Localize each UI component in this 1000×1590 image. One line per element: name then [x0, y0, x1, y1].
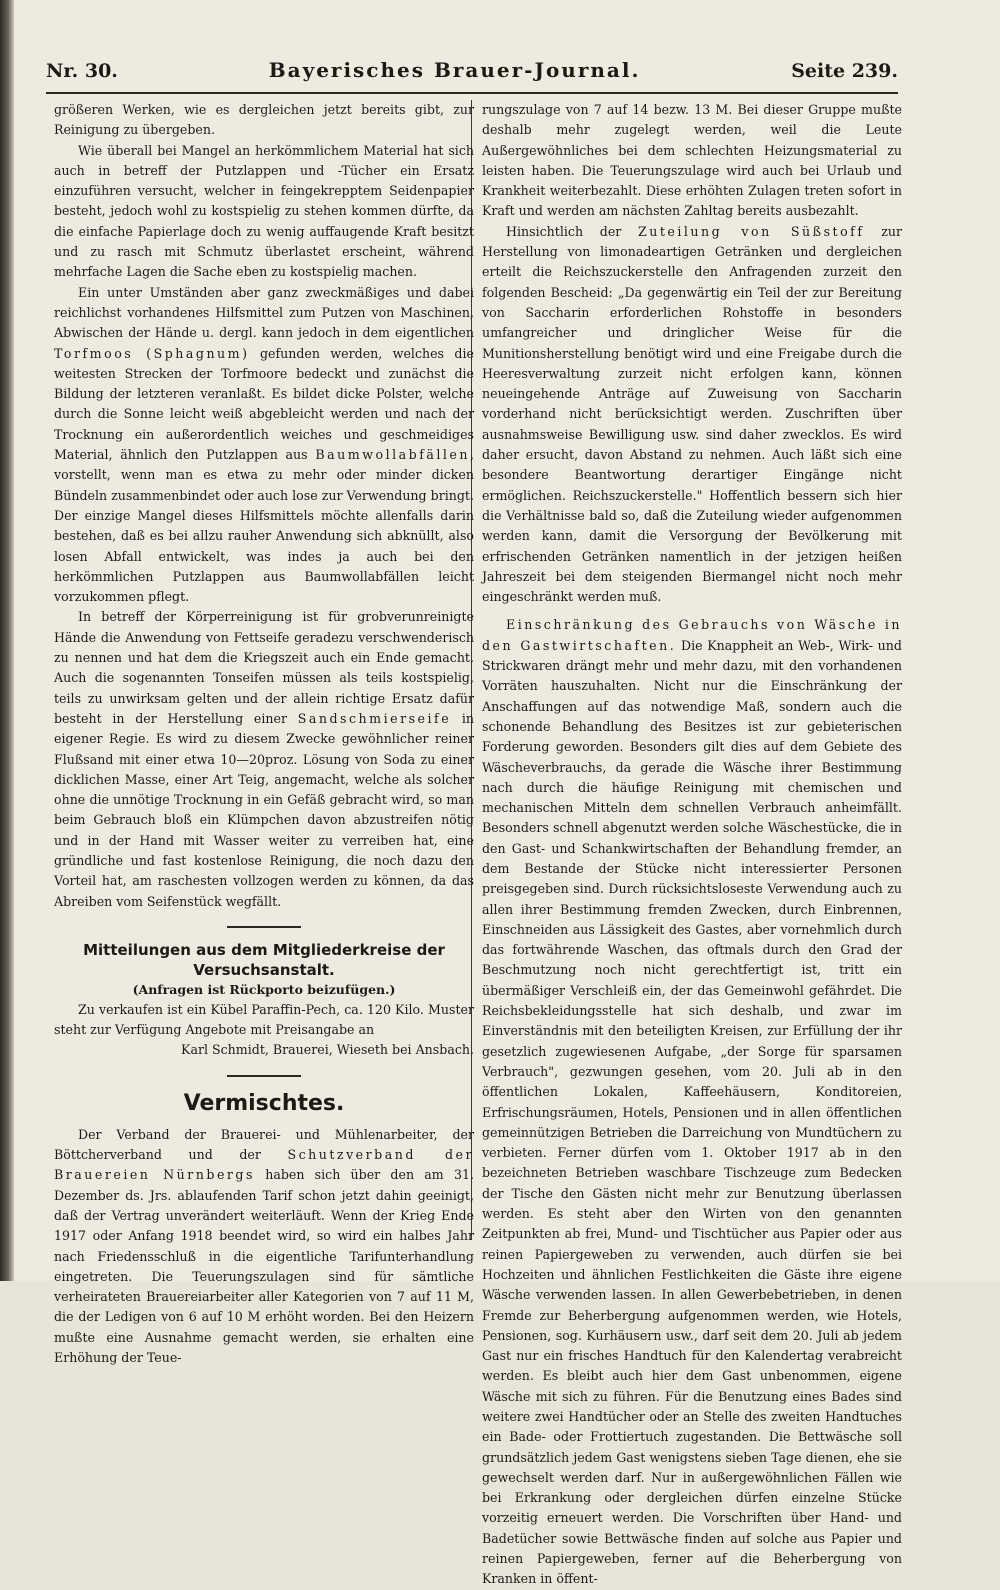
left-column: [54, 100, 475, 1366]
book-binding-edge: [0, 0, 14, 1281]
paragraph: größeren Werken, wie es dergleichen jetzt bereits gibt, zur Reinigung zu übergeben.: [54, 102, 474, 138]
text-run: , vorstellt, wenn man es etwa zu mehr oder minder dicken Bündeln zusammenbindet oder auch lose zur Verwendung bringt. Der einzige Mangel dieses Hilfsmittels möchte allenfalls darin bestehen, daß es bei allzu rauher Anwendung sich abknüllt, also losen Abfall entwickelt, was indes ja auch bei den herkömmlichen Putzlappen aus Baumwollabfällen leicht vorzukommen pflegt.: [54, 447, 474, 605]
spaced-term: Zuteilung von Süßstoff: [638, 223, 865, 239]
paragraph: [54, 283, 474, 608]
vermischtes-heading: Vermischtes.: [183, 1090, 345, 1116]
text-run: zur Herstellung von limonadeartigen Getränken und dergleichen erteilt die Reichszuckerstelle den Anfragenden zurzeit den folgenden Bescheid: „Da gegenwärtig ein Teil der zur Bereitung von Saccharin erforderlichen Rohstoffe in besonders umfangreicher und dringlicher Weise für die Munitionsherstellung benötigt wird und eine Freigabe durch die Heeresverwaltung zurzeit nicht erfolgen kann, können neueingehende Anträge auf Zuweisung von Saccharin vorderhand nicht berücksichtigt werden. Zuschriften über ausnahmsweise Bewilligung usw. sind daher zwecklos. Es wird daher ersucht, davon Abstand zu nehmen. Auch läßt sich eine besondere Beantwortung derartiger Eingänge nicht ermöglichen. Reichszuckerstelle." Hoffentlich bessern sich hier die Verhältnisse bald so, daß die Zuteilung wieder aufgenommen werden kann, damit die Versorgung der Bevölkerung mit erfrischenden Getränken namentlich in der jetzigen heißen Jahreszeit bei dem steigenden Biermangel nicht noch mehr eingeschränkt werden muß.: [482, 223, 902, 605]
text-run: gefunden werden, welches die weitesten Strecken der Torfmoore bedeckt und zunächst die Bildung der letzteren veranlaßt. Es bildet dicke Polster, welche durch die Sonne leicht weiß abgebleicht werden und nach der Trocknung ein außerordentlich weiches und geschmeidiges Material, ähnlich den Putzlappen aus: [54, 345, 474, 463]
paragraph: [54, 1125, 474, 1369]
spaced-term: Torfmoos (Sphagnum): [54, 345, 250, 361]
paragraph: Wie überall bei Mangel an herkömmlichem Material hat sich auch in betreff der Putzlappen und -Tücher ein Ersatz einzuführen versucht, welcher in feingekrepptem Seidenpapier besteht, jedoch wohl zu kostspielig zu stehen kommen dürfte, da die einfache Papierlage doch zu wenig auffaugende Kraft besitzt und zu rasch mit Schmutz überlastet erscheint, während mehrfache Lagen die Sache eben zu kostspielig machen.: [54, 142, 474, 280]
spaced-term: Baumwollabfällen: [315, 447, 470, 463]
issue-number: Nr. 30.: [46, 60, 118, 82]
paragraph: [482, 615, 902, 1589]
classified-contact: Karl Schmidt, Brauerei, Wieseth bei Ansbach.: [181, 1042, 474, 1058]
text-run: Die Knappheit an Web-, Wirk- und Strickwaren drängt mehr und mehr dazu, mit den vorhandenen Vorräten hauszuhalten. Nicht nur die Einschränkung der Anschaffungen auf das notwendige Maß, sondern auch die schonende Behandlung des Besitzes ist zur gebieterischen Forderung geworden. Besonders gilt dies auf dem Gebiete des Wäscheverbrauchs, da gerade die Wäsche ihrer Bestimmung nach durch die häufige Reinigung mit chemischen und mechanischen Mitteln dem schnellen Verbrauch anheimfällt. Besonders schnell abgenutzt werden solche Wäschestücke, die in den Gast- und Schankwirtschaften der Behandlung fremder, an dem Bestande der Stücke nicht interessierter Personen preisgegeben sind. Durch rücksichtsloseste Verwendung auch zu allen ihrer Bestimmung fremden Zwecken, durch Einbrennen, Einschneiden aus Lässigkeit des Gastes, aber vornehmlich durch das fortwährende Waschen, das oftmals durch den Grad der Beschmutzung noch nicht gerechtfertigt ist, tritt ein übermäßiger Verschleiß ein, der das Gemeinwohl gefährdet. Die Reichsbekleidungsstelle hat sich deshalb, und zwar im Einverständnis mit den beteiligten Kreisen, zur Erfüllung der ihr gesetzlich zugewiesenen Aufgabe, „der Sorge für sparsamen Verbrauch", gezwungen gesehen, vom 20. Juli ab in den öffentlichen Lokalen, Kaffeehäusern, Konditoreien, Erfrischungsräumen, Hotels, Pensionen und in allen öffentlichen gemeinnützigen Betrieben die Darreichung von Mundtüchern zu verbieten. Ferner dürfen vom 1. Oktober 1917 ab in den bezeichneten Betrieben waschbare Tischzeuge zum Bedecken der Tische den Gästen nicht mehr zur Benutzung überlassen werden. Es steht aber den Wirten von den genannten Zeitpunkten ab frei, Mund- und Tischtücher aus Papier oder aus reinen Papiergeweben zu verwenden, auch dürfen sie bei Hochzeiten und ähnlichen Festlichkeiten die Gäste ihre eigene Wäsche verwenden lassen. In allen Gewerbebetrieben, in denen Fremde zur Beherbergung aufgenommen werden, wie Hotels, Pensionen, sog. Kurhäusern usw., darf seit dem 20. Juli ab jedem Gast nur ein frisches Handtuch für den Kalendertag verabreicht werden. Es bleibt auch hier dem Gast unbenommen, eigene Wäsche mit sich zu führen. Für die Benutzung eines Bades sind weitere zwei Handtücher oder an Stelle des zweiten Handtuches ein Bade- oder Frottiertuch zugestanden. Die Bettwäsche soll grundsätzlich jedem Gast wenigstens sieben Tage dienen, ehe sie gewechselt werden darf. Nur in außergewöhnlichen Fällen wie bei Erkrankung oder dergleichen dürfen einzelne Stücke vorzeitig erneuert werden. Die Vorschriften über Hand- und Badetücher sowie Bettwäsche finden auf solche aus Papier und reinen Papiergeweben, ferner auf die Beherbergung von Kranken in öffent-: [482, 637, 902, 1587]
section-rule: [227, 1075, 301, 1077]
page-number: Seite 239.: [791, 60, 898, 82]
classified-notice: Zu verkaufen ist ein Kübel Paraffin-Pech, ca. 120 Kilo. Muster steht zur Verfügung Angebote mit Preisangabe an: [54, 1001, 474, 1038]
paragraph: rungszulage von 7 auf 14 bezw. 13 M. Bei dieser Gruppe mußte deshalb mehr zugelegt werden, weil die Leute Außergewöhnliches bei dem schlechten Heizungsmaterial zu leisten haben. Die Teuerungszulage wird auch bei Urlaub und Krankheit weiterbezahlt. Diese erhöhten Zulagen treten sofort in Kraft und werden am nächsten Zahltag bereits ausbezahlt.: [482, 102, 902, 219]
text-run: Ein unter Umständen aber ganz zweckmäßiges und dabei reichlichst vorhandenes Hilfsmittel zum Putzen von Maschinen, Abwischen der Hände u. dergl. kann jedoch in dem eigentlichen: [54, 284, 474, 341]
text-run: In betreff der Körperreinigung ist für grobverunreinigte Hände die Anwendung von Fettseife geradezu verschwenderisch zu nennen und hat dem die Kriegszeit auch ein Ende gemacht. Auch die sogenannten Tonseifen müssen als teils kostspielig, teils zu unwirksam gelten und der allein richtige Ersatz dafür besteht in der Herstellung einer: [54, 609, 474, 726]
right-column: [482, 100, 902, 1587]
spaced-term: Sandschmierseife: [297, 710, 452, 726]
text-run: haben sich über den am 31. Dezember ds. Jrs. ablaufenden Tarif schon jetzt dahin geeinigt, daß der Vertrag unverändert weiterläuft. Wenn der Krieg Ende 1917 oder Anfang 1918 beendet wird, so wird ein halbes Jahr nach Friedensschluß in die eigentliche Tarifunterhandlung eingetreten. Die Teuerungszulagen sind für sämtliche verheirateten Brauereiarbeiter aller Kategorien von 7 auf 11 M, die der Ledigen von 6 auf 10 M erhöht worden. Bei den Heizern mußte eine Ausnahme gemacht werden, sie erhalten eine Erhöhung der Teue-: [54, 1167, 474, 1366]
section-heading: Mitteilungen aus dem Mitgliederkreise der Versuchsanstalt.: [83, 940, 445, 979]
spaced-term: Schutzverband der Brauereien Nürnbergs: [54, 1147, 474, 1183]
journal-title: Bayerisches Brauer-Journal.: [268, 58, 641, 82]
section-rule: [227, 926, 301, 928]
text-run: Der Verband der Brauerei- und Mühlenarbeiter, der Böttcherverband und der: [54, 1126, 474, 1163]
text-run: Hinsichtlich der: [506, 223, 622, 239]
text-run: in eigener Regie. Es wird zu diesem Zwecke gewöhnlicher reiner Flußsand mit einer etwa 10—20proz. Lösung von Soda zu einer dicklichen Masse, einer Art Teig, angemacht, welche als solcher ohne die unnötige Trocknung in ein Gefäß gebracht wird, so man beim Gebrauch bloß ein Klümpchen davon abzustreifen nötig und in der Hand mit Wasser weiter zu verreiben hat, eine gründliche und fast kostenlose Reinigung, die noch dazu den Vorteil hat, am raschesten vollzogen werden zu können, da das Abreiben vom Seifenstück wegfällt.: [54, 710, 475, 909]
paragraph: [54, 607, 474, 911]
paragraph: [482, 222, 902, 608]
page-header: [46, 58, 898, 94]
section-subheading: (Anfragen ist Rückporto beizufügen.): [132, 981, 396, 997]
spaced-term: Einschränkung des Gebrauchs von Wäsche in den Gastwirtschaften.: [482, 617, 902, 653]
